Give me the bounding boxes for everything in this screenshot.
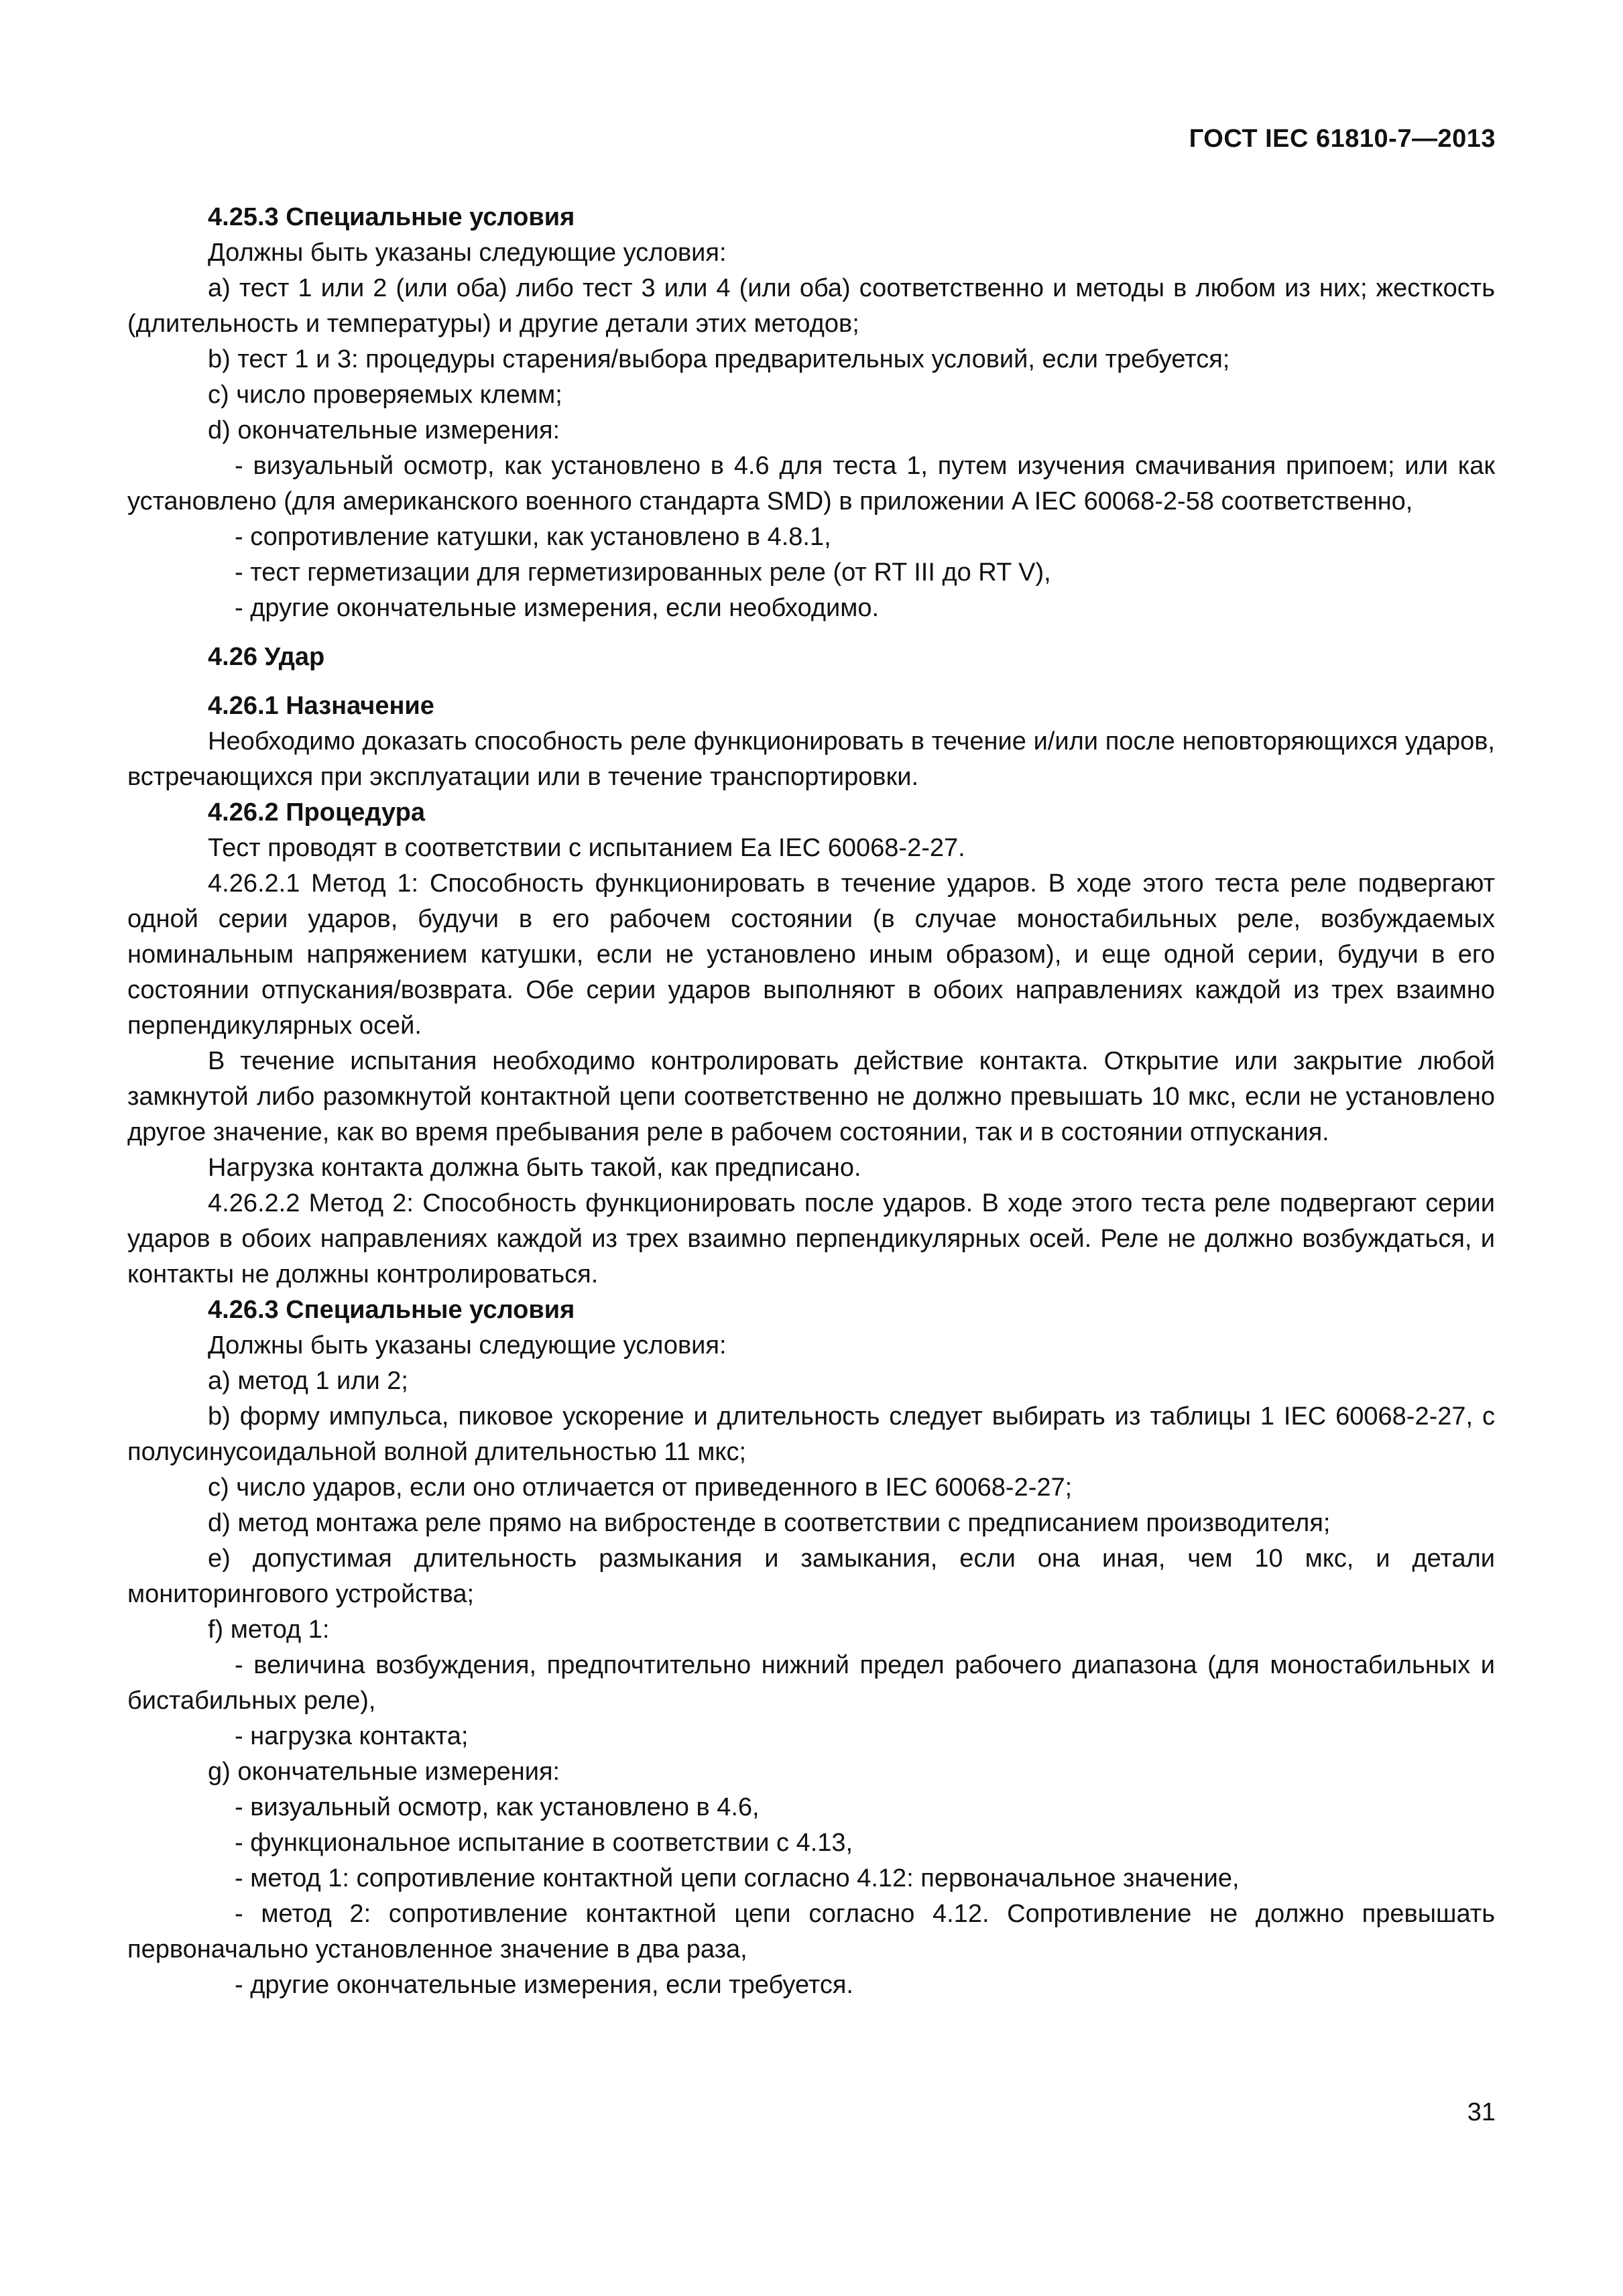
paragraph: f) метод 1: — [208, 1616, 330, 1644]
paragraph: b) тест 1 и 3: процедуры старения/выбора предварительных условий, если требуется; — [208, 345, 1230, 373]
list-item: - визуальный осмотр, как установлено в 4.6, — [235, 1793, 760, 1821]
list-item: - сопротивление катушки, как установлено в 4.8.1, — [235, 523, 831, 551]
document-body — [127, 200, 1495, 2003]
paragraph: 4.26.2.1 Метод 1: Способность функционировать в течение ударов. В ходе этого теста реле подвергают одной серии ударов, будучи в его рабочем состоянии (в случае моностабильных реле, возбуждаемых номинальным напряжением катушки, если не установлено иным образом), и еще одной серии, будучи в его состоянии отпускания/возврата. Обе серии ударов выполняют в обоих направлениях каждой из трех взаимно перпендикулярных осей. — [127, 869, 1495, 1040]
list-item: - другие окончательные измерения, если необходимо. — [235, 594, 880, 622]
paragraph: Тест проводят в соответствии с испытанием Ea IEC 60068-2-27. — [208, 834, 965, 862]
paragraph: В течение испытания необходимо контролировать действие контакта. Открытие или закрытие любой замкнутой либо разомкнутой контактной цепи соответственно не должно превышать 10 мкс, если не установлено другое значение, как во время пребывания реле в рабочем состоянии, так и в состоянии отпускания. — [127, 1047, 1495, 1146]
section-heading: 4.25.3 Специальные условия — [208, 203, 575, 231]
list-item: - метод 1: сопротивление контактной цепи согласно 4.12: первоначальное значение, — [235, 1864, 1240, 1892]
list-item: - другие окончательные измерения, если требуется. — [235, 1971, 853, 1999]
paragraph: c) число проверяемых клемм; — [208, 381, 562, 409]
section-heading: 4.26.3 Специальные условия — [208, 1296, 575, 1324]
paragraph: b) форму импульса, пиковое ускорение и длительность следует выбирать из таблицы 1 IEC 60068-2-27, с полусинусоидальной волной длительностью 11 мкс; — [127, 1402, 1495, 1466]
paragraph: a) тест 1 или 2 (или оба) либо тест 3 или 4 (или оба) соответственно и методы в любом из них; жесткость (длительность и температуры) и другие детали этих методов; — [127, 274, 1495, 338]
list-item: - функциональное испытание в соответствии с 4.13, — [235, 1829, 853, 1857]
paragraph: Должны быть указаны следующие условия: — [208, 239, 727, 267]
paragraph: c) число ударов, если оно отличается от приведенного в IEC 60068-2-27; — [208, 1473, 1073, 1502]
list-item: - величина возбуждения, предпочтительно нижний предел рабочего диапазона (для моностабильных и бистабильных реле), — [127, 1651, 1495, 1715]
paragraph: d) метод монтажа реле прямо на вибростенде в соответствии с предписанием производителя; — [208, 1509, 1331, 1537]
paragraph: a) метод 1 или 2; — [208, 1367, 408, 1395]
section-heading: 4.26.2 Процедура — [208, 798, 426, 827]
paragraph: Необходимо доказать способность реле функционировать в течение и/или после неповторяющихся ударов, встречающихся при эксплуатации или в течение транспортировки. — [127, 727, 1495, 791]
section-heading: 4.26 Удар — [208, 643, 325, 671]
paragraph: Должны быть указаны следующие условия: — [208, 1331, 727, 1360]
document-header: ГОСТ IEC 61810-7—2013 — [1189, 125, 1496, 153]
paragraph: Нагрузка контакта должна быть такой, как предписано. — [208, 1154, 861, 1182]
list-item: - нагрузка контакта; — [235, 1722, 469, 1750]
paragraph: d) окончательные измерения: — [208, 416, 560, 444]
section-heading: 4.26.1 Назначение — [208, 692, 434, 720]
paragraph: e) допустимая длительность размыкания и замыкания, если она иная, чем 10 мкс, и детали мониторингового устройства; — [127, 1545, 1495, 1608]
list-item: - визуальный осмотр, как установлено в 4.6 для теста 1, путем изучения смачивания припоем; или как установлено (для американского военного стандарта SMD) в приложении A IEC 60068-2-58 соответственно, — [127, 452, 1495, 516]
list-item: - метод 2: сопротивление контактной цепи согласно 4.12. Сопротивление не должно превышать первоначально установленное значение в два раза, — [127, 1900, 1495, 1963]
paragraph: g) окончательные измерения: — [208, 1758, 560, 1786]
list-item: - тест герметизации для герметизированных реле (от RT III до RT V), — [235, 558, 1051, 587]
page-number: 31 — [1467, 2098, 1496, 2126]
paragraph: 4.26.2.2 Метод 2: Способность функционировать после ударов. В ходе этого теста реле подвергают серии ударов в обоих направлениях каждой из трех взаимно перпендикулярных осей. Реле не должно возбуждаться, и контакты не должны контролироваться. — [127, 1189, 1495, 1288]
